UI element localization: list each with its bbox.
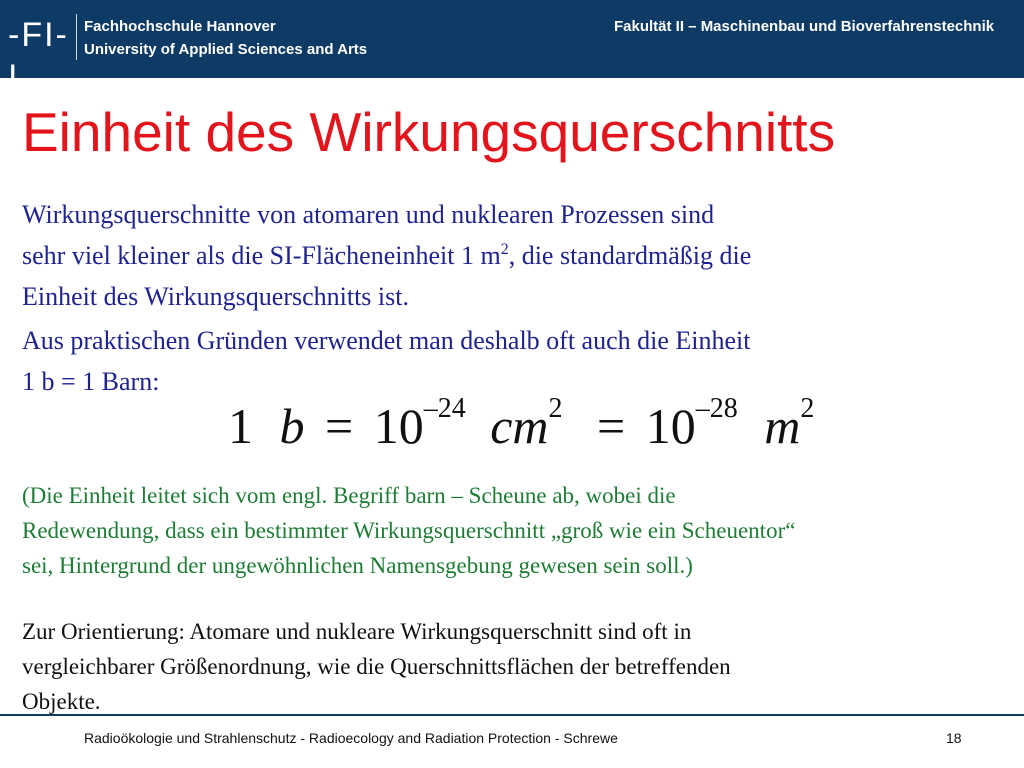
page-number: 18 (946, 730, 962, 746)
formula-power-1 (374, 386, 466, 466)
formula-unit-m: m (764, 398, 801, 454)
institution-name-en: University of Applied Sciences and Arts (84, 41, 368, 58)
formula-equals-1: = (325, 398, 354, 454)
intro-line-3: Einheit des Wirkungsquerschnitts ist. (22, 282, 409, 311)
etymology-note (22, 478, 795, 583)
intro-line-1: Wirkungsquerschnitte von atomaren und nuklearen Prozessen sind (22, 200, 715, 229)
formula-unit-2-exp: 2 (800, 393, 815, 424)
unit-exponent: 2 (500, 241, 509, 258)
formula-b: b (279, 398, 305, 454)
logo-divider (76, 14, 77, 60)
note-line-2: Redewendung, dass ein bestimmter Wirkungsquerschnitt „groß wie ein Scheuentor“ (22, 518, 796, 543)
formula-power-2 (646, 386, 738, 466)
formula-equals-2: = (597, 398, 626, 454)
formula-one: 1 (228, 398, 253, 454)
formula-unit-1 (490, 386, 562, 466)
barn-formula (228, 386, 814, 466)
note-line-3: sei, Hintergrund der ungewöhnlichen Namensgebung gewesen sein soll.) (22, 553, 693, 578)
orientation-line-1: Zur Orientierung: Atomare und nukleare Wirkungsquerschnitt sind oft in (22, 619, 692, 644)
faculty-name: Fakultät II – Maschinenbau und Bioverfahrenstechnik (614, 18, 995, 35)
formula-exp-1: –24 (423, 393, 466, 424)
orientation-line-3: Objekte. (22, 689, 101, 714)
intro-line-2 (22, 235, 751, 276)
intro-line-2-end: , die standardmäßig die (508, 241, 752, 270)
fh-logo: -FI-I (8, 16, 69, 96)
footer-divider (0, 714, 1024, 716)
institution-name-de: Fachhochschule Hannover (84, 18, 276, 35)
formula-base-2: 10 (645, 398, 696, 454)
practical-line-2: 1 b = 1 Barn: (22, 367, 160, 396)
intro-line-2-start: sehr viel kleiner als die SI-Flächeneinheit 1 m (22, 241, 501, 270)
intro-paragraph (22, 194, 751, 317)
orientation-line-2: vergleichbarer Größenordnung, wie die Querschnittsflächen der betreffenden (22, 654, 731, 679)
formula-unit-cm: cm (490, 398, 549, 454)
practical-line-1: Aus praktischen Gründen verwendet man deshalb oft auch die Einheit (22, 326, 751, 355)
slide-title: Einheit des Wirkungsquerschnitts (22, 101, 836, 163)
header-bar (0, 0, 1024, 96)
note-line-1: (Die Einheit leitet sich vom engl. Begriff barn – Scheune ab, wobei die (22, 483, 676, 508)
formula-unit-2 (764, 386, 814, 466)
formula-unit-1-exp: 2 (548, 393, 563, 424)
formula-exp-2: –28 (695, 393, 738, 424)
formula-base-1: 10 (373, 398, 424, 454)
footer-course-title: Radioökologie und Strahlenschutz - Radioecology and Radiation Protection - Schrewe (84, 730, 618, 746)
orientation-paragraph (22, 614, 731, 719)
